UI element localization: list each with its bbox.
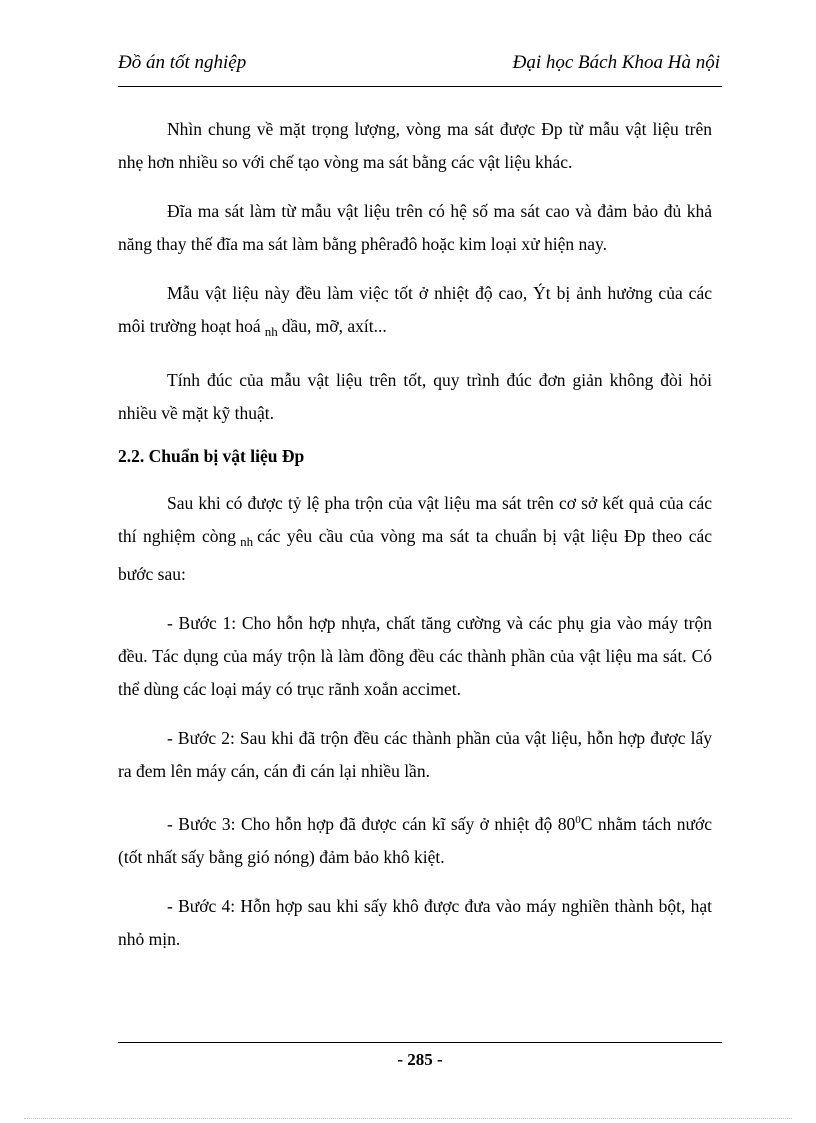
paragraph-friction-disc: Đĩa ma sát làm từ mẫu vật liệu trên có hệ số ma sát cao và đảm bảo đủ khả năng thay thế đĩa ma sát làm bằng phêrađô hoặc kim loại xử hiện nay. [118, 201, 712, 254]
paragraph-weight: Nhìn chung về mặt trọng lượng, vòng ma sát được Đp từ mẫu vật liệu trên nhẹ hơn nhiều so với chế tạo vòng ma sát bằng các vật liệu khác. [118, 119, 712, 172]
header-thesis-label: Đồ án tốt nghiệp [118, 52, 247, 73]
section-intro-text-b: các yêu cầu của vòng ma sát ta chuẩn bị vật liệu Đp theo các bước sau: [118, 526, 712, 584]
step-3-text-a: - Bước 3: Cho hỗn hợp đã được cán kĩ sấy ở nhiệt độ 80 [167, 814, 576, 834]
paragraph-temperature-text-b: dầu, mỡ, axít... [281, 316, 387, 336]
paragraph-temperature-subscript: nh [264, 324, 278, 339]
paragraph-temperature [118, 277, 712, 348]
section-heading: 2.2. Chuẩn bị vật liệu Đp [118, 446, 305, 466]
paragraph-step-1: - Bước 1: Cho hỗn hợp nhựa, chất tăng cường và các phụ gia vào máy trộn đều. Tác dụng của máy trộn là làm đồng đều các thành phần của vật liệu ma sát. Có thể dùng các loại máy có trục rãnh xoắn accimet. [118, 613, 712, 699]
paragraph-casting: Tính đúc của mẫu vật liệu trên tốt, quy trình đúc đơn giản không đòi hỏi nhiều về mặt kỹ thuật. [118, 370, 712, 423]
header-divider [118, 86, 722, 87]
page-number: - 285 - [397, 1050, 443, 1069]
step-3-superscript: 0 [575, 814, 581, 826]
paragraph-section-intro [118, 487, 712, 591]
header-university-label: Đại học Bách Khoa Hà nội [512, 52, 720, 73]
paragraph-step-3 [118, 804, 712, 874]
footer-divider [118, 1042, 722, 1043]
page-header [118, 52, 722, 78]
section-intro-subscript: nh [240, 534, 254, 549]
step-3-text-b: C nhằm tách nước (tốt nhất sấy bằng gió nóng) đảm bảo khô kiệt. [118, 814, 712, 867]
paragraph-step-4: - Bước 4: Hỗn hợp sau khi sấy khô được đưa vào máy nghiền thành bột, hạt nhỏ mịn. [118, 896, 712, 949]
page-body [118, 113, 712, 972]
paragraph-temperature-text-a: Mẫu vật liệu này đều làm việc tốt ở nhiệt độ cao, Ýt bị ảnh hưởng của các môi trường hoạt hoá [118, 283, 712, 336]
section-intro-text-a: Sau khi có được tỷ lệ pha trộn của vật liệu ma sát trên cơ sở kết quả của các thí nghiệm còng [118, 493, 712, 546]
page-bottom-dotted-edge [24, 1118, 792, 1119]
paragraph-step-2: - Bước 2: Sau khi đã trộn đều các thành phần của vật liệu, hỗn hợp được lấy ra đem lên máy cán, cán đi cán lại nhiều lần. [118, 728, 712, 781]
